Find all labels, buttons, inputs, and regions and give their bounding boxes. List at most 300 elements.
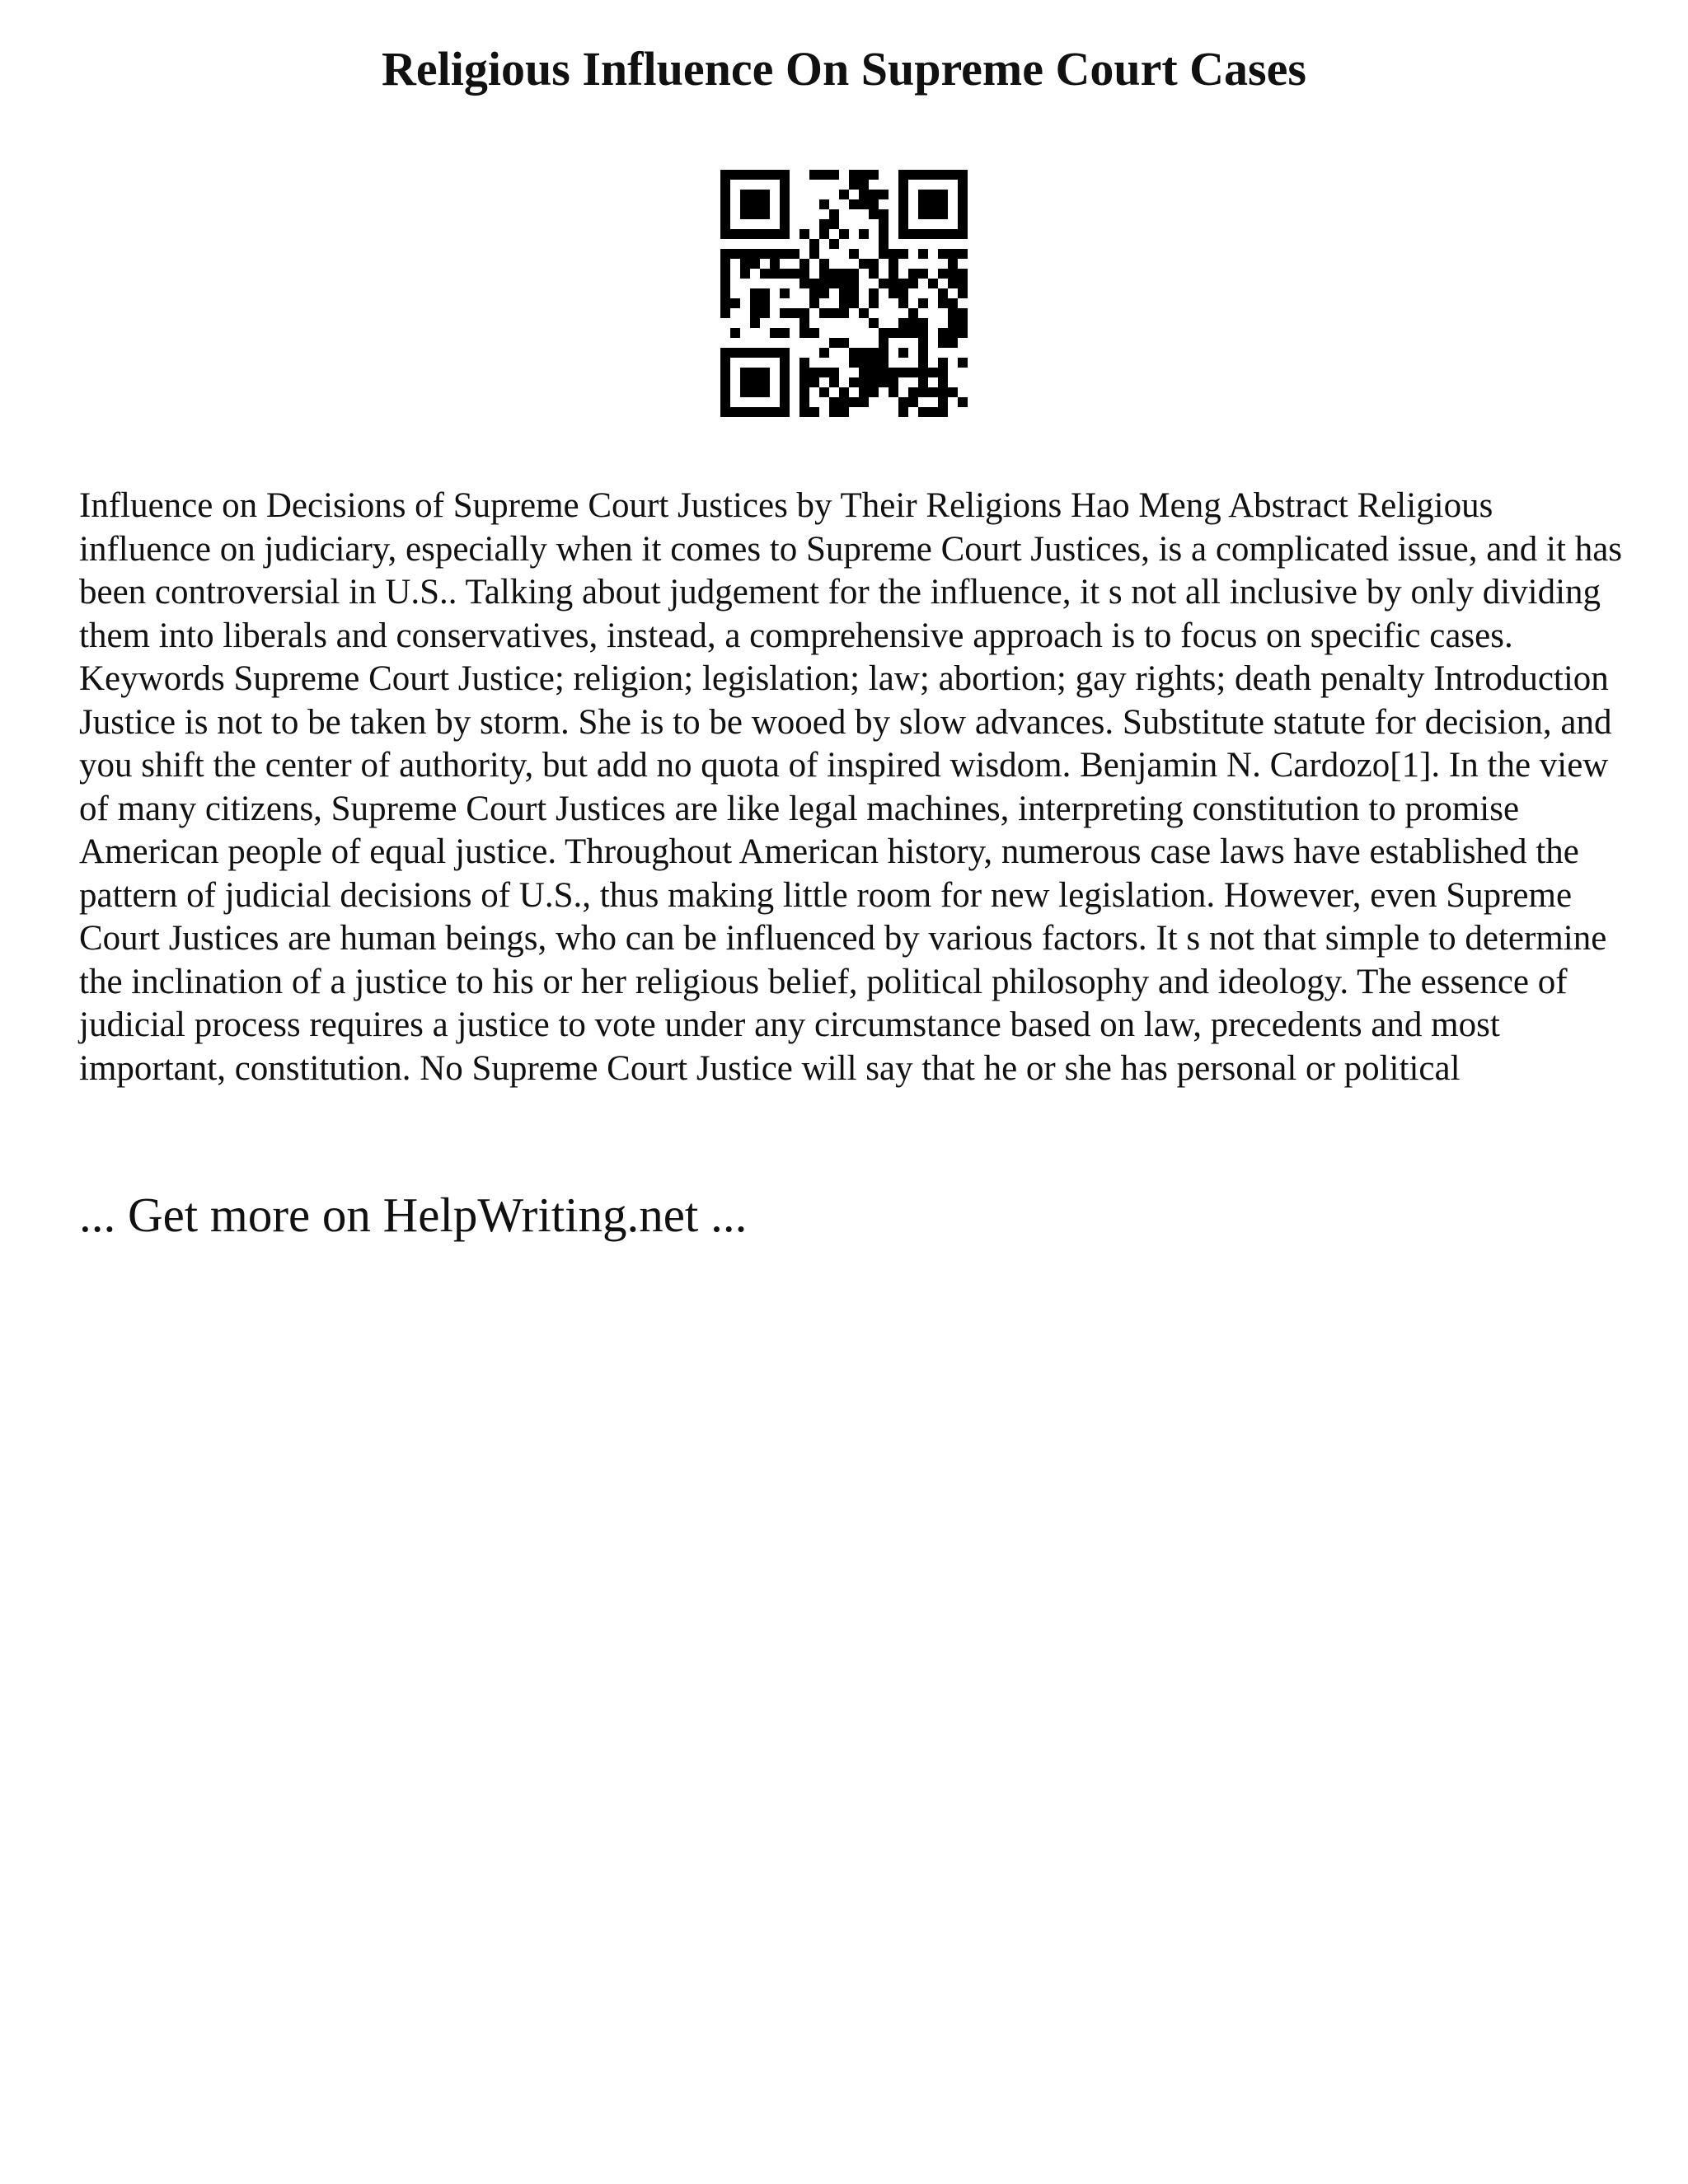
qr-code-icon[interactable]	[720, 170, 968, 417]
qr-module	[799, 229, 809, 239]
qr-module	[869, 170, 879, 180]
qr-module	[760, 377, 770, 387]
qr-module	[928, 209, 938, 219]
qr-module	[720, 249, 730, 259]
qr-module	[829, 209, 839, 219]
qr-module	[819, 219, 829, 229]
qr-module	[780, 328, 790, 338]
qr-module	[889, 387, 898, 397]
qr-module	[809, 368, 819, 377]
qr-module	[859, 397, 869, 407]
qr-module	[750, 288, 760, 298]
qr-module	[760, 229, 770, 239]
qr-module	[780, 219, 790, 229]
qr-module	[879, 279, 889, 288]
qr-module	[839, 397, 849, 407]
qr-module	[720, 288, 730, 298]
qr-module	[849, 180, 859, 190]
qr-module	[720, 180, 730, 190]
qr-module	[859, 229, 869, 239]
qr-module	[918, 209, 928, 219]
qr-module	[879, 328, 889, 338]
qr-module	[908, 318, 918, 328]
qr-module	[859, 180, 869, 190]
qr-module	[720, 190, 730, 199]
qr-module	[879, 239, 889, 249]
qr-module	[898, 397, 908, 407]
qr-module	[760, 190, 770, 199]
qr-module	[760, 269, 770, 279]
qr-module	[819, 259, 829, 269]
qr-module	[770, 170, 780, 180]
qr-module	[948, 170, 958, 180]
qr-module	[898, 368, 908, 377]
qr-module	[938, 377, 948, 387]
qr-module	[780, 377, 790, 387]
qr-module	[720, 387, 730, 397]
qr-module	[809, 288, 819, 298]
qr-module	[760, 298, 770, 308]
qr-module	[750, 209, 760, 219]
qr-module	[790, 249, 799, 259]
qr-module	[859, 199, 869, 209]
page-title: Religious Influence On Supreme Court Cases	[382, 42, 1306, 96]
qr-module	[918, 348, 928, 358]
qr-module	[780, 190, 790, 199]
qr-module	[869, 288, 879, 298]
qr-module	[918, 170, 928, 180]
qr-module	[898, 190, 908, 199]
qr-module	[760, 170, 770, 180]
qr-module	[958, 229, 968, 239]
qr-module	[799, 318, 809, 328]
qr-module	[938, 229, 948, 239]
qr-module	[938, 288, 948, 298]
qr-module	[780, 358, 790, 368]
qr-module	[750, 199, 760, 209]
qr-module	[859, 368, 869, 377]
qr-module	[760, 387, 770, 397]
qr-module	[849, 269, 859, 279]
qr-module	[750, 170, 760, 180]
qr-module	[918, 358, 928, 368]
qr-module	[938, 338, 948, 348]
qr-module	[958, 180, 968, 190]
qr-module	[799, 387, 809, 397]
qr-module	[958, 199, 968, 209]
qr-module	[889, 368, 898, 377]
qr-module	[928, 229, 938, 239]
qr-module	[889, 249, 898, 259]
qr-module	[839, 279, 849, 288]
qr-module	[908, 397, 918, 407]
qr-module	[839, 308, 849, 318]
qr-module	[740, 368, 750, 377]
qr-module	[839, 269, 849, 279]
qr-module	[898, 249, 908, 259]
qr-module	[908, 387, 918, 397]
qr-module	[809, 170, 819, 180]
qr-module	[740, 190, 750, 199]
document-body-text: Influence on Decisions of Supreme Court Justices by Their Religions Hao Meng Abstract Religious influence on judiciary, especially when it comes to Supreme Court Justices, is a complicated issue, and it has been controversial in U.S.. Talking about judgement for the influence, it s not all inclusive by only dividing them into liberals and conservatives, instead, a comprehensive approach is to focus on specific cases. Keywords Supreme Court Justice; religion; legislation; law; abortion; gay rights; death penalty Introduction Justice is not to be taken by storm. She is to be wooed by slow advances. Substitute statute for decision, and you shift the center of authority, but add no quota of inspired wisdom. Benjamin N. Cardozo[1]. In the view of many citizens, Supreme Court Justices are like legal machines, interpreting constitution to promise American people of equal justice. Throughout American history, numerous case laws have established the pattern of judicial decisions of U.S., thus making little room for new legislation. However, even Supreme Court Justices are human beings, who can be influenced by various factors. It s not that simple to determine the inclination of a justice to his or her religious belief, political philosophy and ideology. The essence of judicial process requires a justice to vote under any circumstance based on law, precedents and most important, constitution. No Supreme Court Justice will say that he or she has personal or political	[79, 486, 1623, 1088]
qr-module	[908, 328, 918, 338]
qr-module	[720, 170, 730, 180]
qr-module	[760, 249, 770, 259]
qr-module	[799, 328, 809, 338]
qr-module	[720, 298, 730, 308]
qr-module	[869, 298, 879, 308]
qr-module	[849, 358, 859, 368]
qr-module	[760, 368, 770, 377]
qr-module	[948, 259, 958, 269]
qr-module	[958, 397, 968, 407]
qr-module	[799, 308, 809, 318]
qr-module	[958, 308, 968, 318]
qr-module	[869, 259, 879, 269]
qr-module	[790, 269, 799, 279]
qr-module	[819, 387, 829, 397]
get-more-link[interactable]: ... Get more on HelpWriting.net ...	[79, 1188, 748, 1242]
qr-module	[809, 377, 819, 387]
qr-module	[760, 209, 770, 219]
qr-module	[869, 190, 879, 199]
qr-module	[780, 407, 790, 417]
qr-module	[819, 170, 829, 180]
qr-module	[889, 279, 898, 288]
qr-module	[780, 209, 790, 219]
qr-module	[829, 170, 839, 180]
qr-module	[908, 308, 918, 318]
qr-module	[740, 269, 750, 279]
qr-module	[958, 318, 968, 328]
qr-module	[928, 170, 938, 180]
qr-module	[869, 358, 879, 368]
qr-module	[928, 407, 938, 417]
qr-module	[819, 269, 829, 279]
qr-module	[720, 358, 730, 368]
qr-module	[740, 170, 750, 180]
qr-module	[780, 170, 790, 180]
qr-module	[938, 249, 948, 259]
qr-module	[879, 377, 889, 387]
qr-module	[849, 199, 859, 209]
qr-module	[720, 259, 730, 269]
qr-module	[809, 279, 819, 288]
qr-module	[760, 407, 770, 417]
qr-module	[958, 328, 968, 338]
qr-module	[879, 368, 889, 377]
qr-module	[908, 279, 918, 288]
qr-module	[780, 397, 790, 407]
qr-module	[918, 338, 928, 348]
qr-module	[918, 387, 928, 397]
qr-module	[730, 348, 740, 358]
qr-module	[898, 170, 908, 180]
qr-module	[770, 269, 780, 279]
qr-module	[720, 368, 730, 377]
qr-module	[938, 358, 948, 368]
qr-module	[819, 199, 829, 209]
qr-module	[809, 298, 819, 308]
qr-module	[780, 368, 790, 377]
qr-module	[948, 328, 958, 338]
qr-module	[948, 338, 958, 348]
qr-module	[839, 190, 849, 199]
qr-module	[849, 377, 859, 387]
qr-module	[849, 279, 859, 288]
qr-module	[780, 199, 790, 209]
qr-module	[839, 338, 849, 348]
qr-module	[770, 328, 780, 338]
qr-module	[938, 387, 948, 397]
qr-module	[839, 229, 849, 239]
qr-module	[760, 199, 770, 209]
qr-module	[869, 348, 879, 358]
qr-module	[780, 288, 790, 298]
qr-module	[799, 259, 809, 269]
qr-module	[958, 249, 968, 259]
qr-module	[958, 358, 968, 368]
qr-module	[948, 298, 958, 308]
qr-module	[839, 407, 849, 417]
qr-module	[829, 338, 839, 348]
qr-module	[898, 279, 908, 288]
qr-module	[720, 407, 730, 417]
qr-module	[869, 318, 879, 328]
qr-module	[799, 377, 809, 387]
qr-module	[829, 377, 839, 387]
qr-module	[938, 368, 948, 377]
qr-module	[938, 170, 948, 180]
qr-module	[730, 328, 740, 338]
qr-module	[879, 219, 889, 229]
qr-module	[750, 387, 760, 397]
qr-module	[928, 387, 938, 397]
qr-module	[898, 298, 908, 308]
qr-module	[770, 348, 780, 358]
qr-module	[928, 368, 938, 377]
qr-module	[948, 229, 958, 239]
qr-module	[770, 229, 780, 239]
qr-module	[918, 190, 928, 199]
qr-module	[829, 368, 839, 377]
qr-module	[938, 190, 948, 199]
qr-module	[750, 407, 760, 417]
qr-module	[829, 269, 839, 279]
qr-module	[958, 288, 968, 298]
qr-module	[839, 298, 849, 308]
qr-module	[898, 219, 908, 229]
qr-module	[809, 407, 819, 417]
qr-module	[839, 288, 849, 298]
qr-module	[740, 377, 750, 387]
qr-module	[859, 190, 869, 199]
qr-module	[918, 199, 928, 209]
qr-module	[938, 199, 948, 209]
qr-module	[889, 259, 898, 269]
qr-module	[750, 249, 760, 259]
qr-module	[720, 377, 730, 387]
qr-module	[908, 269, 918, 279]
qr-module	[938, 269, 948, 279]
qr-module	[918, 328, 928, 338]
qr-module	[829, 219, 839, 229]
qr-module	[908, 229, 918, 239]
qr-module	[720, 397, 730, 407]
qr-module	[780, 229, 790, 239]
qr-module	[730, 249, 740, 259]
qr-module	[889, 377, 898, 387]
qr-module	[750, 259, 760, 269]
qr-module	[760, 308, 770, 318]
qr-module	[780, 180, 790, 190]
qr-module	[829, 407, 839, 417]
qr-module	[849, 288, 859, 298]
qr-module	[829, 308, 839, 318]
qr-module	[859, 259, 869, 269]
qr-module	[948, 279, 958, 288]
qr-module	[948, 387, 958, 397]
qr-code-graphic	[720, 170, 968, 417]
qr-module	[918, 298, 928, 308]
qr-module	[849, 298, 859, 308]
qr-module	[918, 377, 928, 387]
qr-module	[898, 209, 908, 219]
qr-module	[720, 219, 730, 229]
qr-module	[958, 279, 968, 288]
qr-module	[898, 199, 908, 209]
qr-module	[928, 279, 938, 288]
qr-module	[948, 308, 958, 318]
qr-module	[918, 269, 928, 279]
qr-module	[869, 387, 879, 397]
qr-module	[879, 209, 889, 219]
qr-module	[898, 288, 908, 298]
qr-module	[750, 229, 760, 239]
qr-module	[799, 269, 809, 279]
qr-module	[898, 180, 908, 190]
qr-module	[780, 387, 790, 397]
qr-module	[730, 229, 740, 239]
qr-module	[780, 348, 790, 358]
qr-module	[908, 368, 918, 377]
qr-module	[918, 368, 928, 377]
qr-module	[869, 199, 879, 209]
qr-module	[770, 249, 780, 259]
qr-module	[720, 279, 730, 288]
qr-module	[740, 199, 750, 209]
qr-module	[918, 229, 928, 239]
qr-module	[859, 387, 869, 397]
qr-module	[928, 190, 938, 199]
qr-module	[740, 229, 750, 239]
qr-module	[849, 348, 859, 358]
qr-module	[889, 288, 898, 298]
qr-module	[809, 249, 819, 259]
qr-module	[879, 229, 889, 239]
qr-module	[948, 318, 958, 328]
qr-module	[869, 368, 879, 377]
qr-module	[819, 229, 829, 239]
qr-module	[819, 348, 829, 358]
qr-module	[760, 348, 770, 358]
qr-module	[740, 348, 750, 358]
qr-module	[849, 397, 859, 407]
qr-module	[799, 358, 809, 368]
qr-module	[829, 279, 839, 288]
qr-module	[879, 338, 889, 348]
qr-module	[750, 368, 760, 377]
qr-module	[938, 328, 948, 338]
qr-module	[730, 170, 740, 180]
qr-module	[770, 259, 780, 269]
qr-module	[859, 308, 869, 318]
qr-module	[780, 249, 790, 259]
qr-module	[799, 368, 809, 377]
qr-module	[859, 348, 869, 358]
qr-module	[790, 308, 799, 318]
qr-module	[780, 308, 790, 318]
qr-module	[720, 229, 730, 239]
qr-module	[918, 249, 928, 259]
qr-module	[730, 407, 740, 417]
qr-module	[819, 308, 829, 318]
qr-module	[780, 269, 790, 279]
qr-module	[898, 229, 908, 239]
qr-module	[750, 318, 760, 328]
qr-module	[849, 170, 859, 180]
qr-module	[958, 170, 968, 180]
qr-module	[898, 318, 908, 328]
qr-module	[799, 407, 809, 417]
qr-module	[898, 407, 908, 417]
qr-module	[720, 308, 730, 318]
qr-module	[819, 368, 829, 377]
qr-module	[879, 249, 889, 259]
qr-module	[829, 239, 839, 249]
qr-module	[958, 269, 968, 279]
qr-module	[938, 209, 948, 219]
qr-module	[750, 348, 760, 358]
qr-module	[928, 199, 938, 209]
qr-module	[750, 298, 760, 308]
qr-module	[740, 387, 750, 397]
qr-module	[720, 269, 730, 279]
qr-module	[720, 209, 730, 219]
qr-module	[938, 407, 948, 417]
qr-module	[889, 269, 898, 279]
qr-module	[740, 259, 750, 269]
qr-module	[799, 397, 809, 407]
qr-module	[918, 318, 928, 328]
qr-module	[898, 348, 908, 358]
qr-module	[938, 397, 948, 407]
qr-module	[898, 328, 908, 338]
qr-module	[809, 328, 819, 338]
qr-module	[839, 387, 849, 397]
qr-module	[958, 190, 968, 199]
qr-module	[730, 298, 740, 308]
qr-module	[849, 249, 859, 259]
qr-module	[750, 308, 760, 318]
qr-module	[819, 288, 829, 298]
qr-module	[879, 348, 889, 358]
qr-module	[740, 249, 750, 259]
qr-module	[859, 170, 869, 180]
qr-module	[908, 170, 918, 180]
qr-module	[869, 269, 879, 279]
qr-module	[829, 397, 839, 407]
